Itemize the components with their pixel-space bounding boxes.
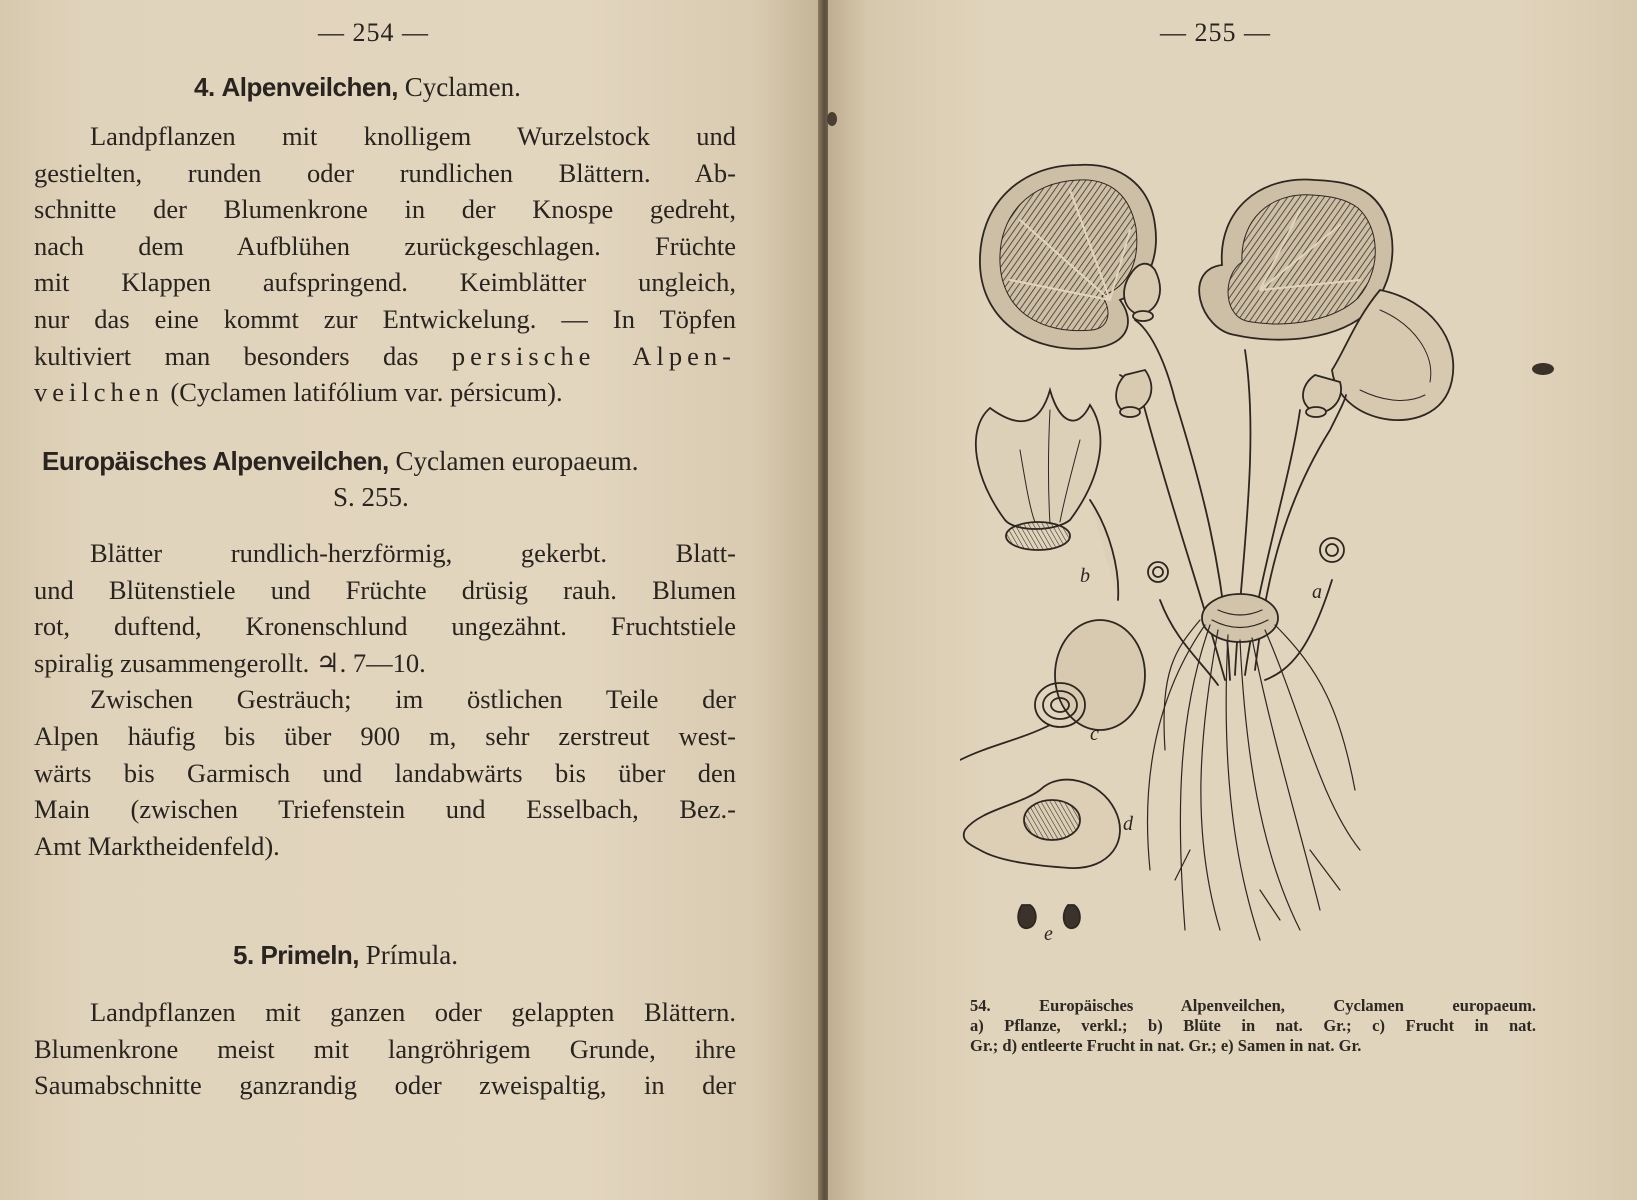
text-line: Saumabschnitte ganzrandig oder zweispaltig, in der xyxy=(34,1070,736,1101)
species-description xyxy=(34,535,736,864)
figure-label-d: d xyxy=(1123,813,1133,835)
text-line: nur das eine kommt zur Entwickelung. — In Töpfen xyxy=(34,303,736,334)
leaf xyxy=(980,165,1156,349)
text-line: und Blütenstiele und Früchte drüsig rauh. Blumen xyxy=(34,574,736,605)
species-title: Europäisches Alpenveilchen, xyxy=(42,446,389,476)
text-line: Blumenkrone meist mit langröhrigem Grunde, ihre xyxy=(34,1033,736,1064)
fruit-figure-c xyxy=(960,620,1145,760)
section-4-latin: Cyclamen. xyxy=(404,72,521,102)
text-line: gestielten, runden oder rundlichen Blättern. Ab- xyxy=(34,157,736,188)
text-fragment: kultiviert man besonders das xyxy=(34,340,419,371)
section-4-text xyxy=(34,118,736,411)
text-line: rot, duftend, Kronenschlund ungezähnt. Fruchtstiele xyxy=(34,611,736,642)
spaced-text: persische Alpen- xyxy=(451,340,736,371)
section-5-heading xyxy=(233,940,458,971)
section-4-title: Alpenveilchen, xyxy=(221,72,398,102)
section-4-number: 4. xyxy=(194,72,215,102)
figure-label-c: c xyxy=(1090,723,1099,745)
ink-smudge xyxy=(827,112,837,126)
roots xyxy=(1147,620,1360,940)
text-fragment: (Cyclamen latifólium var. pérsicum). xyxy=(170,377,563,408)
section-5-latin: Prímula. xyxy=(365,940,459,970)
text-line: wärts bis Garmisch und landabwärts bis über den xyxy=(34,757,736,788)
species-latin: Cyclamen europaeum. xyxy=(395,446,639,476)
opened-fruit-figure-d xyxy=(964,780,1120,868)
text-line: nach dem Aufblühen zurückgeschlagen. Früchte xyxy=(34,230,736,261)
text-line: Amt Marktheidenfeld). xyxy=(34,830,280,861)
caption-line: Gr.; d) entleerte Frucht in nat. Gr.; e) Samen in nat. Gr. xyxy=(970,1036,1362,1055)
text-line: schnitte der Blumenkrone in der Knospe gedreht, xyxy=(34,194,736,225)
section-5-text xyxy=(34,994,736,1104)
page-number-254: — 254 — xyxy=(318,18,429,47)
text-line: Landpflanzen mit ganzen oder gelappten Blättern. xyxy=(90,997,736,1027)
text-line: spiralig zusammengerollt. ♃. 7—10. xyxy=(34,647,426,678)
figure-caption xyxy=(970,996,1536,1056)
caption-line: a) Pflanze, verkl.; b) Blüte in nat. Gr.; c) Frucht in nat. xyxy=(970,1016,1536,1035)
figure-label-e: e xyxy=(1044,923,1053,945)
section-5-number: 5. xyxy=(233,940,254,970)
species-page-ref: S. 255. xyxy=(333,482,409,512)
text-line: Alpen häufig bis über 900 m, sehr zerstreut west- xyxy=(34,720,736,751)
text-line: Zwischen Gesträuch; im östlichen Teile der xyxy=(90,684,736,715)
ink-smudge xyxy=(1532,363,1554,375)
page-number-255: — 255 — xyxy=(1160,18,1271,47)
flower-figure-b xyxy=(976,390,1118,600)
text-line: Main (zwischen Triefenstein und Esselbach, Bez.- xyxy=(34,794,736,825)
species-heading xyxy=(42,446,638,477)
text-line: mit Klappen aufspringend. Keimblätter ungleich, xyxy=(34,267,736,298)
cyclamen-illustration xyxy=(960,150,1530,980)
spaced-text: veilchen xyxy=(34,377,164,408)
text-line: Landpflanzen mit knolligem Wurzelstock und xyxy=(90,121,736,151)
figure-label-b: b xyxy=(1080,565,1090,587)
fruit-spiral xyxy=(1148,538,1344,582)
section-4-heading xyxy=(194,72,521,103)
text-line: Blätter rundlich-herzförmig, gekerbt. Blatt- xyxy=(90,538,736,568)
section-5-title: Primeln, xyxy=(260,940,360,970)
figure-label-a: a xyxy=(1312,581,1322,603)
text-line xyxy=(34,374,736,411)
text-line xyxy=(34,338,736,375)
caption-line: 54. Europäisches Alpenveilchen, Cyclamen europaeum. xyxy=(970,996,1536,1015)
